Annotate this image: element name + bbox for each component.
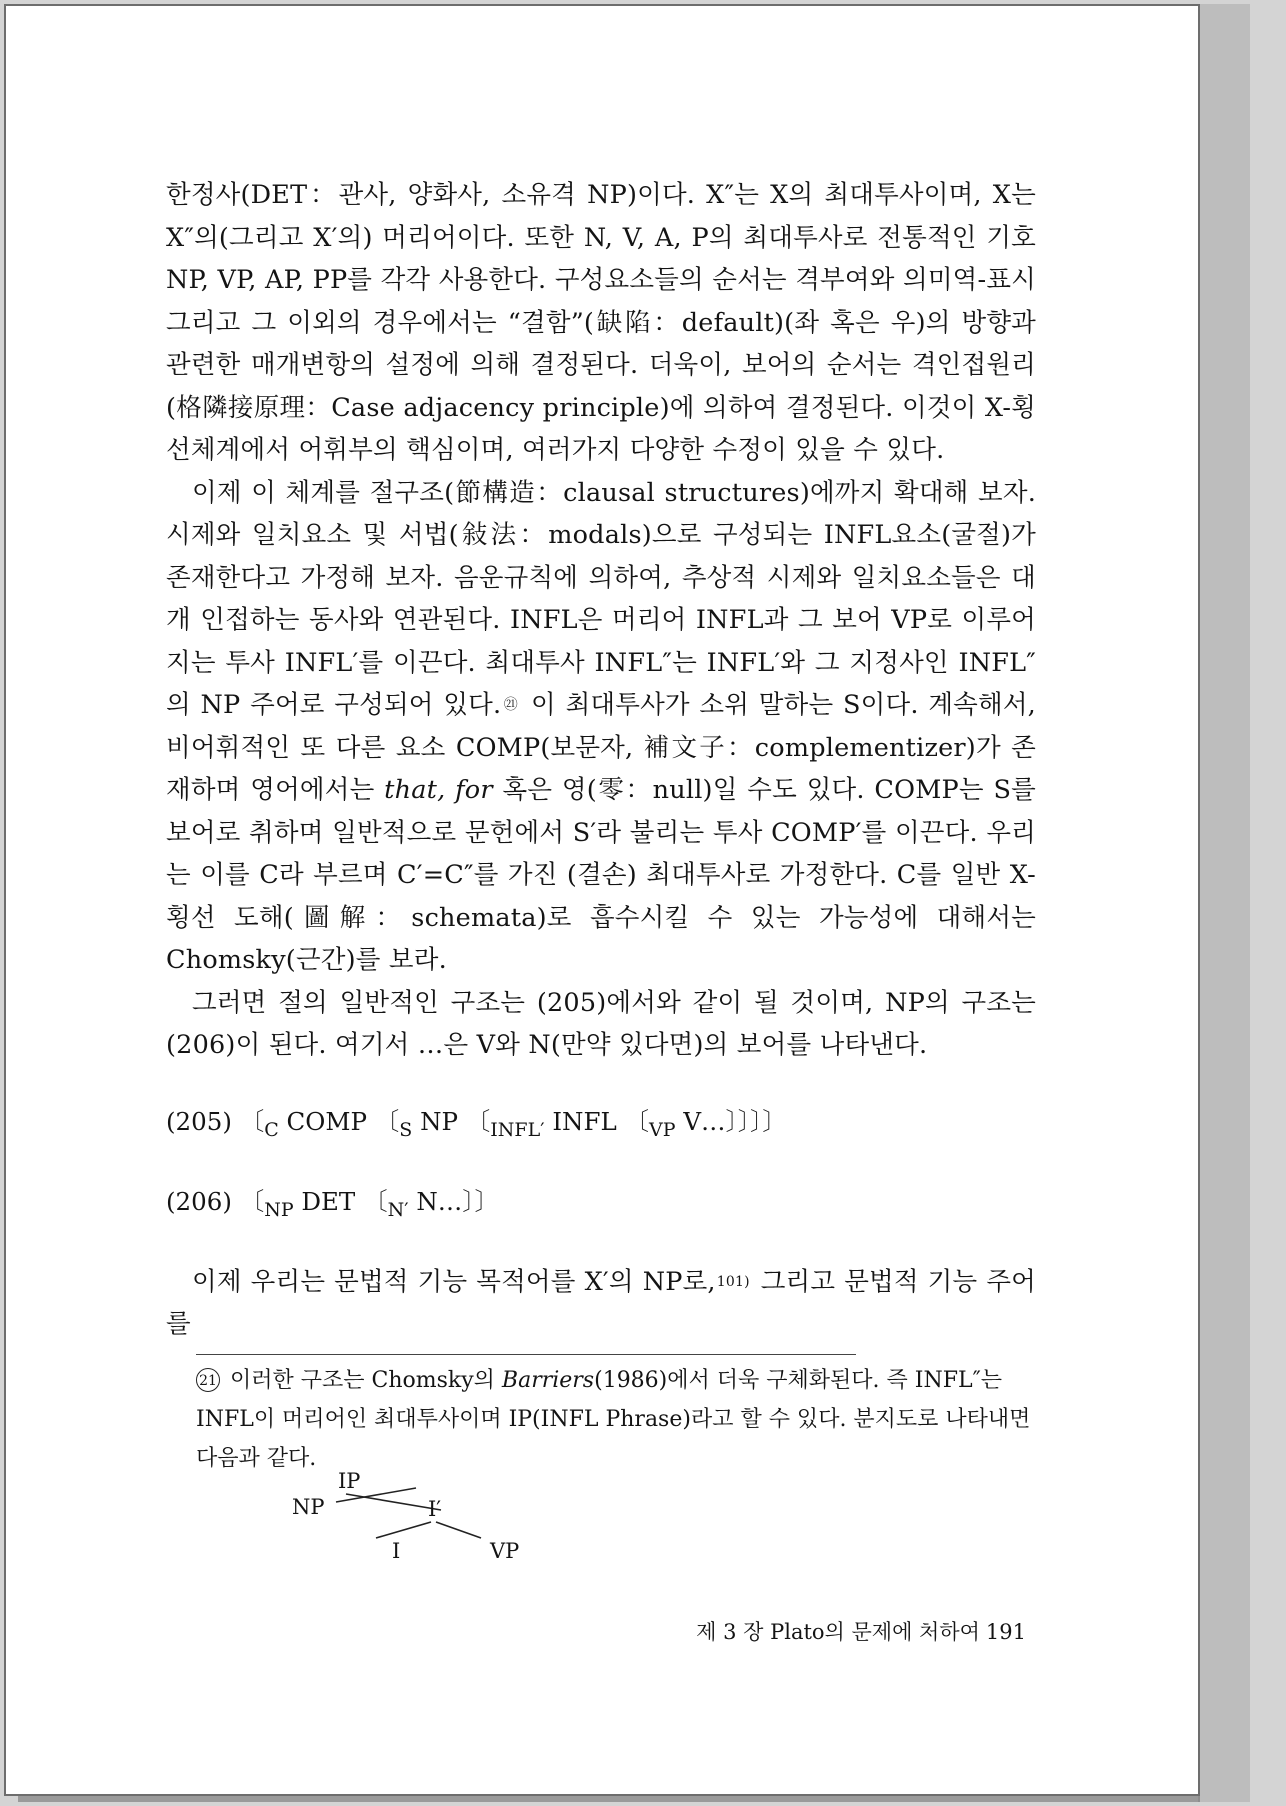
footnote-21 (196, 1361, 1036, 1478)
bracket: 〔 (363, 1186, 388, 1216)
label-np: NP (264, 1198, 294, 1221)
example-206 (166, 1181, 1036, 1223)
label-vp: VP (649, 1118, 676, 1141)
tree-node-np: NP (292, 1495, 325, 1519)
running-footer (646, 1616, 1026, 1646)
label-c: C (264, 1118, 279, 1141)
bracket: 〔 (465, 1106, 491, 1136)
example-205 (166, 1101, 1036, 1143)
example-number: (206) (166, 1186, 232, 1216)
footnote-title-barriers: Barriers (501, 1367, 595, 1393)
paragraph-2-part-1: 이제 이 체계를 절구조(節構造：clausal structures)에까지 확대해 보자. 시제와 일치요소 및 서법(敍法：modals)으로 구성되는 INFL요소(굴절)가 존재한다고 가정해 보자. 음운규칙에 의하여, 추상적 시제와 일치요소들은 대개 인접하는 동사와 연관된다. INFL은 머리어 INFL과 그 보어 VP로 이루어지는 투사 INFL′를 이끈다. 최대투사 INFL″는 INFL′와 그 지정사인 INFL″의 NP 주어로 구성되어 있다. (166, 477, 1036, 720)
tail: V…〕〕〕〕 (683, 1106, 787, 1136)
last-line-before: 이제 우리는 문법적 기능 목적어를 X′의 NP로, (192, 1266, 716, 1297)
example-number: (205) (166, 1106, 232, 1136)
bracket: 〔 (624, 1106, 650, 1136)
paragraph-1: 한정사(DET：관사, 양화사, 소유격 NP)이다. X″는 X의 최대투사이며, X는 X″의(그리고 X′의) 머리어이다. 또한 N, V, A, P의 최대투사로 전통적인 기호 NP, VP, AP, PP를 각각 사용한다. 구성요소들의 순서는 격부여와 의미역-표시 그리고 그 이외의 경우에서는 “결함”(缺陷：default)(좌 혹은 우)의 방향과 관련한 매개변항의 설정에 의해 결정된다. 더욱이, 보어의 순서는 격인접원리(格隣接原理：Case adjacency principle)에 의하여 결정된다. 이것이 X-횡선체계에서 어휘부의 핵심이며, 여러가지 다양한 수정이 있을 수 있다. (166, 180, 1036, 465)
infl: INFL (552, 1106, 617, 1136)
page-content (166, 174, 1036, 1478)
footnote-reference-21: ㉑ (502, 697, 520, 713)
paragraph-2-part-2: 이 최대투사가 소위 말하는 S이다. 계속해서, 비어휘적인 또 다른 요소 COMP(보문자, 補文子：complementizer)가 존재하며 영어에서는 (166, 690, 1036, 805)
label-infl-bar: INFL′ (490, 1118, 545, 1141)
footnote-reference-101: 101) (716, 1273, 750, 1290)
paragraph-3: 그러면 절의 일반적인 구조는 (205)에서와 같이 될 것이며, NP의 구조는 (206)이 된다. 여기서 …은 V와 N(만약 있다면)의 보어를 나타낸다. (166, 987, 1036, 1060)
comp: COMP (286, 1106, 367, 1136)
italic-that-for: that, for (384, 775, 493, 805)
tree-diagram (276, 1464, 566, 1574)
footnote-number: 21 (196, 1368, 220, 1392)
tree-node-vp: VP (490, 1539, 520, 1563)
last-line-after: 그리고 문법적 기능 주어를 (166, 1266, 1036, 1339)
tree-edge-ibar-i (376, 1522, 431, 1538)
footnote-separator (196, 1354, 856, 1355)
tree-edge-ip-ibar (346, 1494, 441, 1510)
paragraph-2 (166, 472, 1036, 982)
bracket: 〔 (239, 1186, 265, 1216)
bracket: 〔 (239, 1106, 265, 1136)
tree-edge-ibar-vp (436, 1522, 481, 1538)
example-structures (166, 1101, 1036, 1223)
tail: N…〕〕 (416, 1186, 500, 1216)
np: NP (420, 1106, 458, 1136)
book-page (4, 4, 1200, 1796)
paragraph-2-part-3: 혹은 영(零：null)일 수도 있다. COMP는 S를 보어로 취하며 일반적으로 문헌에서 S′라 불리는 투사 COMP′를 이끈다. 우리는 이를 C라 부르며 C′=C″를 가진 (결손) 최대투사로 가정한다. C를 일반 X-횡선 도해(圖解：schemata)로 흡수시킬 수 있는 가능성에 대해서는 Chomsky(근간)를 보라. (166, 775, 1036, 975)
label-n-bar: N′ (387, 1198, 409, 1221)
tree-node-ip: IP (338, 1469, 361, 1493)
footnote-text-before: 이러한 구조는 Chomsky의 (230, 1367, 495, 1393)
tree-node-i: I (392, 1539, 401, 1563)
page-number: 191 (985, 1620, 1026, 1644)
chapter-title: 제 3 장 Plato의 문제에 처하여 (696, 1620, 980, 1644)
footnote-text-after: (1986)에서 더욱 구체화된다. 즉 INFL″는 INFL이 머리어인 최대투사이며 IP(INFL Phrase)라고 할 수 있다. 분지도로 나타내면 다음과 같다. (196, 1367, 1031, 1471)
det: DET (301, 1186, 356, 1216)
tree-node-i-bar: I′ (428, 1497, 442, 1521)
bracket: 〔 (374, 1106, 400, 1136)
label-s: S (399, 1118, 413, 1141)
last-body-line (166, 1261, 1036, 1354)
